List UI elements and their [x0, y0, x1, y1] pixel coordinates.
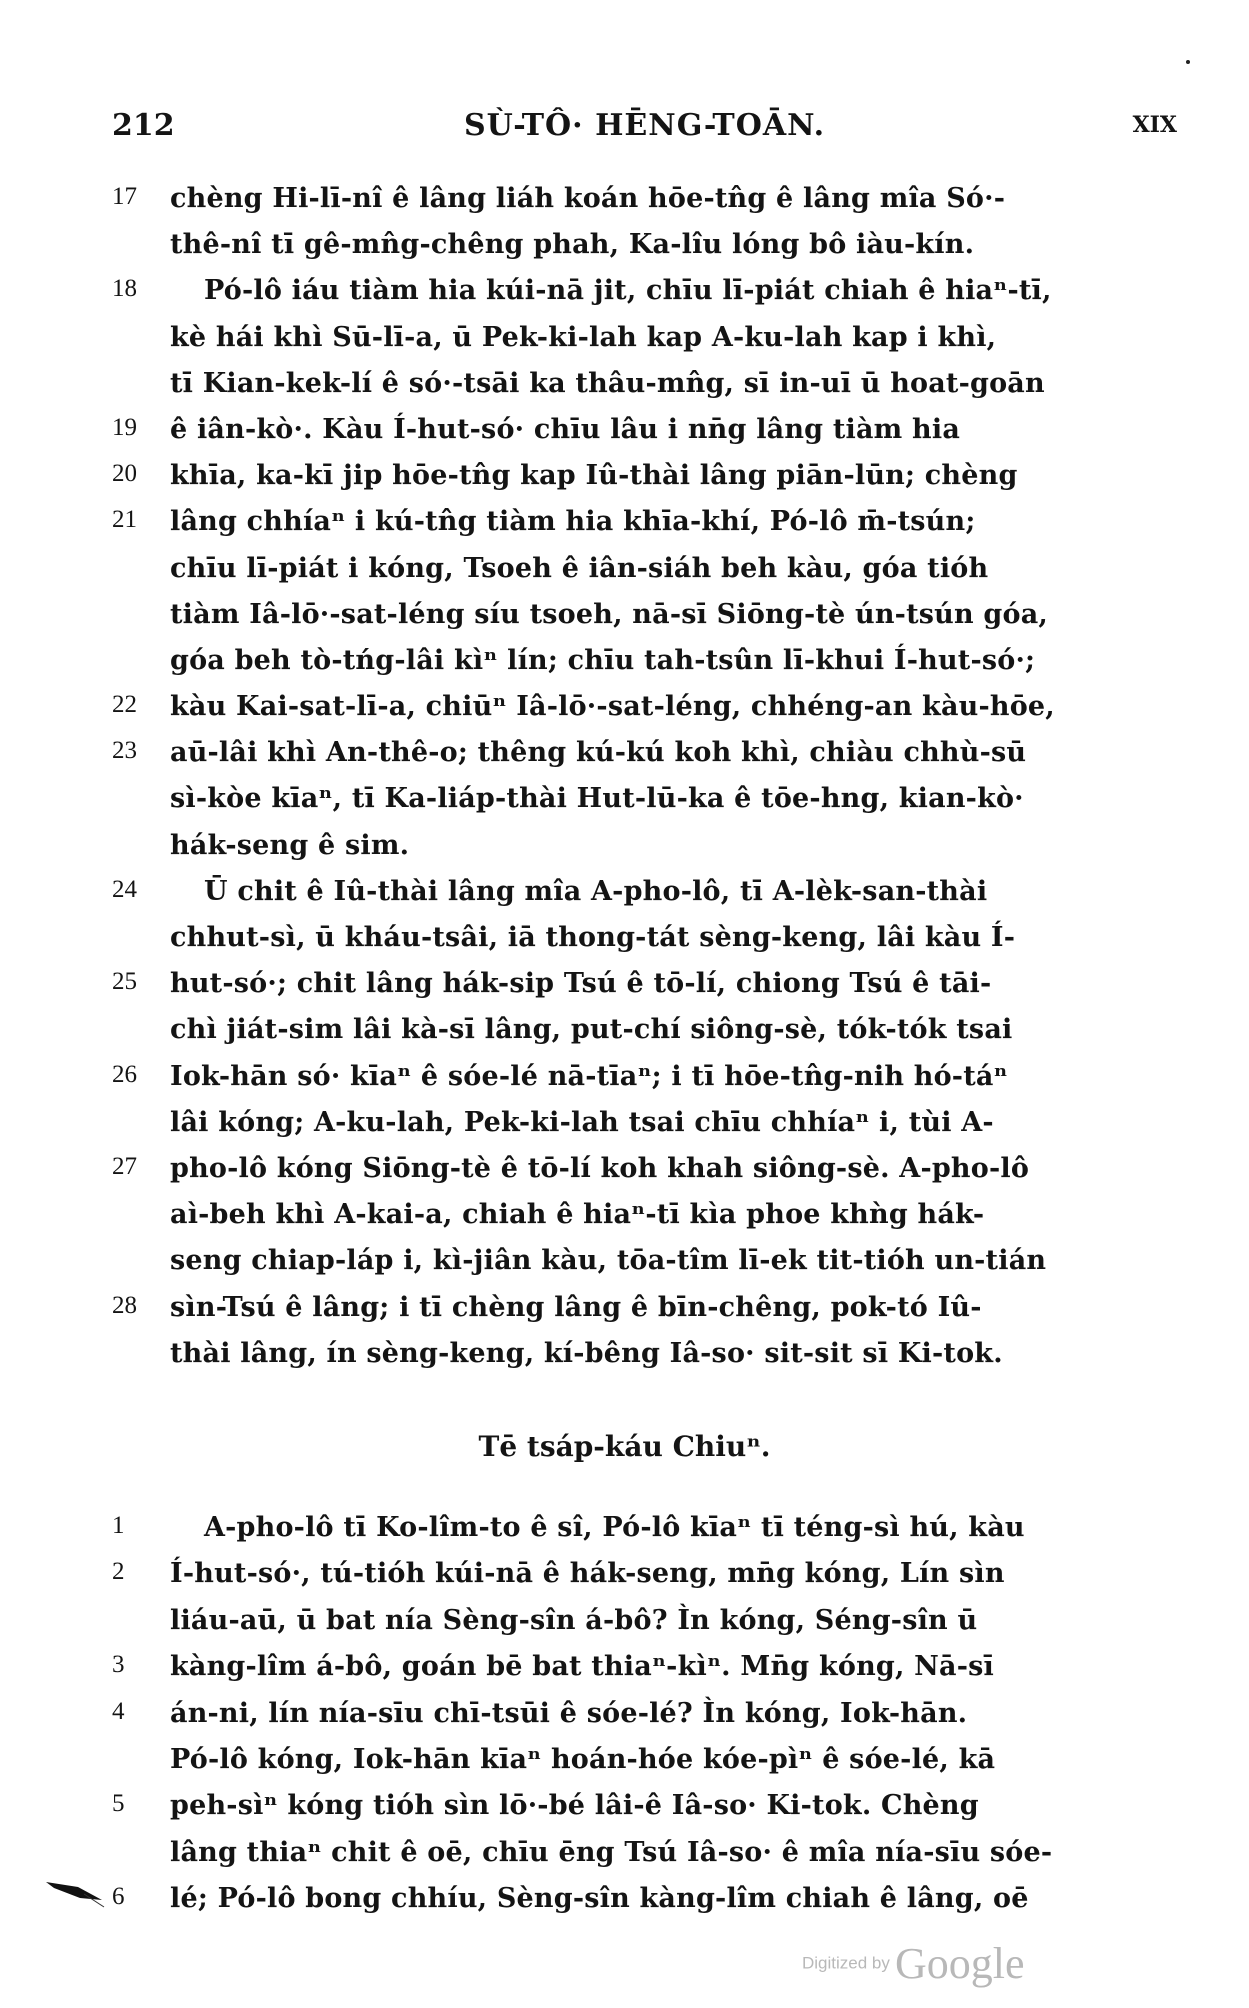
verse-number: 22 — [112, 691, 137, 719]
verse-line — [112, 1292, 1176, 1338]
verse-text: aū-lâi khì An-thê-o; thêng kú-kú koh khì, chiàu chhù-sū — [170, 737, 1027, 769]
verse-text: chì jiát-sim lâi kà-sī lâng, put-chí siông-sè, tók-tók tsai — [170, 1014, 1013, 1046]
chapter-number: XIX — [1132, 112, 1177, 138]
verse-text: pho-lô kóng Siōng-tè ê tō-lí koh khah siông-sè. A-pho-lô — [170, 1152, 1030, 1184]
chapter-heading: Tē tsáp-káu Chiuⁿ. — [478, 1430, 771, 1463]
verse-text: ê iân-kò·. Kàu Í-hut-só· chīu lâu i nn̄g lâng tiàm hia — [170, 413, 961, 445]
verse-text: hut-só·; chit lâng hák-sip Tsú ê tō-lí, chiong Tsú ê tāi- — [170, 968, 992, 1000]
verse-line — [112, 922, 1176, 968]
verse-text: kàu Kai-sat-lī-a, chiūⁿ Iâ-lō·-sat-léng, chhéng-an kàu-hōe, — [170, 691, 1055, 723]
verse-line — [112, 876, 1176, 922]
verse-text: lé; Pó-lô bong chhíu, Sèng-sîn kàng-lîm chiah ê lâng, oē — [170, 1883, 1029, 1915]
verse-line — [112, 1245, 1176, 1291]
verse-text: seng chiap-láp i, kì-jiân kàu, tōa-tîm lī-ek tit-tióh un-tián — [170, 1245, 1047, 1277]
verse-text: Ū chit ê Iû-thài lâng mîa A-pho-lô, tī A-lèk-san-thài — [204, 875, 988, 907]
page-number: 212 — [112, 108, 175, 143]
verse-line — [112, 645, 1176, 691]
verse-line — [112, 1790, 1176, 1836]
verse-line — [112, 830, 1176, 876]
verse-text: sìn-Tsú ê lâng; i tī chèng lâng ê bīn-chêng, pok-tó Iû- — [170, 1291, 982, 1323]
verse-text: Pó-lô kóng, Iok-hān kīaⁿ hoán-hóe kóe-pìⁿ ê sóe-lé, kā — [170, 1743, 996, 1775]
verse-number: 21 — [112, 506, 137, 534]
verse-number: 25 — [112, 968, 137, 996]
verse-line — [112, 1107, 1176, 1153]
verse-line — [112, 183, 1176, 229]
verse-text: tiàm Iâ-lō·-sat-léng síu tsoeh, nā-sī Siōng-tè ún-tsún góa, — [170, 598, 1048, 630]
verse-text: khīa, ka-kī jip hōe-tn̂g kap Iû-thài lâng piān-lūn; chèng — [170, 460, 1018, 492]
verse-number: 1 — [112, 1512, 125, 1539]
verse-text: kè hái khì Sū-lī-a, ū Pek-ki-lah kap A-ku-lah kap i khì, — [170, 321, 997, 353]
verse-number: 18 — [112, 275, 137, 303]
verse-line — [112, 1744, 1176, 1790]
verse-text: aì-beh khì A-kai-a, chiah ê hiaⁿ-tī kìa phoe khǹg hák- — [170, 1199, 985, 1231]
verse-line — [112, 506, 1176, 552]
verse-text: chhut-sì, ū kháu-tsâi, iā thong-tát sèng-keng, lâi kàu Í- — [170, 922, 1016, 953]
verse-line — [112, 968, 1176, 1014]
verse-line — [112, 737, 1176, 783]
chapter-18-text — [112, 183, 1176, 1384]
verse-number: 24 — [112, 875, 137, 903]
verse-line — [112, 1883, 1176, 1929]
verse-text: kàng-lîm á-bô, goán bē bat thiaⁿ-kìⁿ. Mn̄g kóng, Nā-sī — [170, 1651, 995, 1683]
verse-text: liáu-aū, ū bat nía Sèng-sîn á-bô? Ìn kóng, Séng-sîn ū — [170, 1604, 978, 1636]
google-logo: Google — [894, 1939, 1025, 1988]
verse-number: 4 — [112, 1697, 125, 1725]
verse-line — [112, 783, 1176, 829]
verse-text: lâi kóng; A-ku-lah, Pek-ki-lah tsai chīu chhíaⁿ i, tùi A- — [170, 1106, 994, 1138]
verse-line — [112, 368, 1176, 414]
verse-line — [112, 1698, 1176, 1744]
verse-line — [112, 1153, 1176, 1199]
verse-line — [112, 322, 1176, 368]
scan-mark-icon — [44, 1878, 106, 1908]
google-watermark — [802, 1938, 1025, 1989]
verse-text: chīu lī-piát i kóng, Tsoeh ê iân-siáh beh kàu, góa tióh — [170, 552, 989, 584]
verse-number: 5 — [112, 1790, 125, 1818]
verse-number: 26 — [112, 1060, 137, 1088]
verse-line — [112, 414, 1176, 460]
verse-line — [112, 691, 1176, 737]
verse-line — [112, 1512, 1176, 1558]
verse-text: tī Kian-kek-lí ê só·-tsāi ka thâu-mn̂g, sī in-uī ū hoat-goān — [170, 367, 1045, 399]
verse-number: 3 — [112, 1651, 125, 1679]
verse-text: lâng thiaⁿ chit ê oē, chīu ēng Tsú Iâ-so· ê mîa nía-sīu sóe- — [170, 1836, 1053, 1868]
verse-text: góa beh tò-tńg-lâi kìⁿ lín; chīu tah-tsûn lī-khui Í-hut-só·; — [170, 644, 1036, 676]
digitized-by-label: Digitized by — [802, 1953, 890, 1973]
verse-number: 2 — [112, 1558, 125, 1586]
verse-line — [112, 553, 1176, 599]
verse-number: 17 — [112, 183, 137, 210]
verse-line — [112, 1605, 1176, 1651]
verse-line — [112, 1338, 1176, 1384]
verse-line — [112, 1061, 1176, 1107]
verse-text: lâng chhíaⁿ i kú-tn̂g tiàm hia khīa-khí, Pó-lô m̄-tsún; — [170, 506, 976, 538]
verse-text: hák-seng ê sim. — [170, 829, 410, 861]
verse-number: 19 — [112, 413, 137, 441]
verse-number: 6 — [112, 1883, 125, 1911]
verse-line — [112, 599, 1176, 645]
verse-number: 20 — [112, 460, 137, 488]
verse-number: 23 — [112, 737, 137, 765]
running-title: SÙ-TÔ· HĒNG-TOĀN. — [463, 108, 826, 143]
verse-text: Iok-hān só· kīaⁿ ê sóe-lé nā-tīaⁿ; i tī hōe-tn̂g-nih hó-táⁿ — [170, 1060, 1008, 1092]
verse-line — [112, 1837, 1176, 1883]
verse-text: án-ni, lín nía-sīu chī-tsūi ê sóe-lé? Ìn kóng, Iok-hān. — [170, 1697, 968, 1729]
verse-text: A-pho-lô tī Ko-lîm-to ê sî, Pó-lô kīaⁿ tī téng-sì hú, kàu — [204, 1512, 1025, 1543]
verse-number: 28 — [112, 1291, 137, 1319]
running-header — [112, 108, 1177, 152]
scan-speck — [1186, 60, 1190, 64]
verse-line — [112, 275, 1176, 321]
verse-number: 27 — [112, 1152, 137, 1180]
verse-line — [112, 1014, 1176, 1060]
verse-line — [112, 1199, 1176, 1245]
verse-line — [112, 1558, 1176, 1604]
verse-line — [112, 229, 1176, 275]
verse-text: chèng Hi-lī-nî ê lâng liáh koán hōe-tn̂g ê lâng mîa Só·- — [170, 183, 1006, 214]
verse-text: thài lâng, ín sèng-keng, kí-bêng Iâ-so· sit-sit sī Ki-tok. — [170, 1337, 1003, 1369]
verse-text: peh-sìⁿ kóng tióh sìn lō·-bé lâi-ê Iâ-so· Ki-tok. Chèng — [170, 1790, 979, 1822]
verse-text: Pó-lô iáu tiàm hia kúi-nā jit, chīu lī-piát chiah ê hiaⁿ-tī, — [204, 275, 1052, 307]
verse-text: thê-nî tī gê-mn̂g-chêng phah, Ka-lîu lóng bô iàu-kín. — [170, 229, 975, 261]
verse-text: sì-kòe kīaⁿ, tī Ka-liáp-thài Hut-lū-ka ê tōe-hng, kian-kò· — [170, 783, 1024, 815]
verse-line — [112, 460, 1176, 506]
verse-line — [112, 1651, 1176, 1697]
verse-text: Í-hut-só·, tú-tióh kúi-nā ê hák-seng, mn̄g kóng, Lín sìn — [170, 1558, 1005, 1590]
chapter-19-text — [112, 1512, 1176, 1930]
